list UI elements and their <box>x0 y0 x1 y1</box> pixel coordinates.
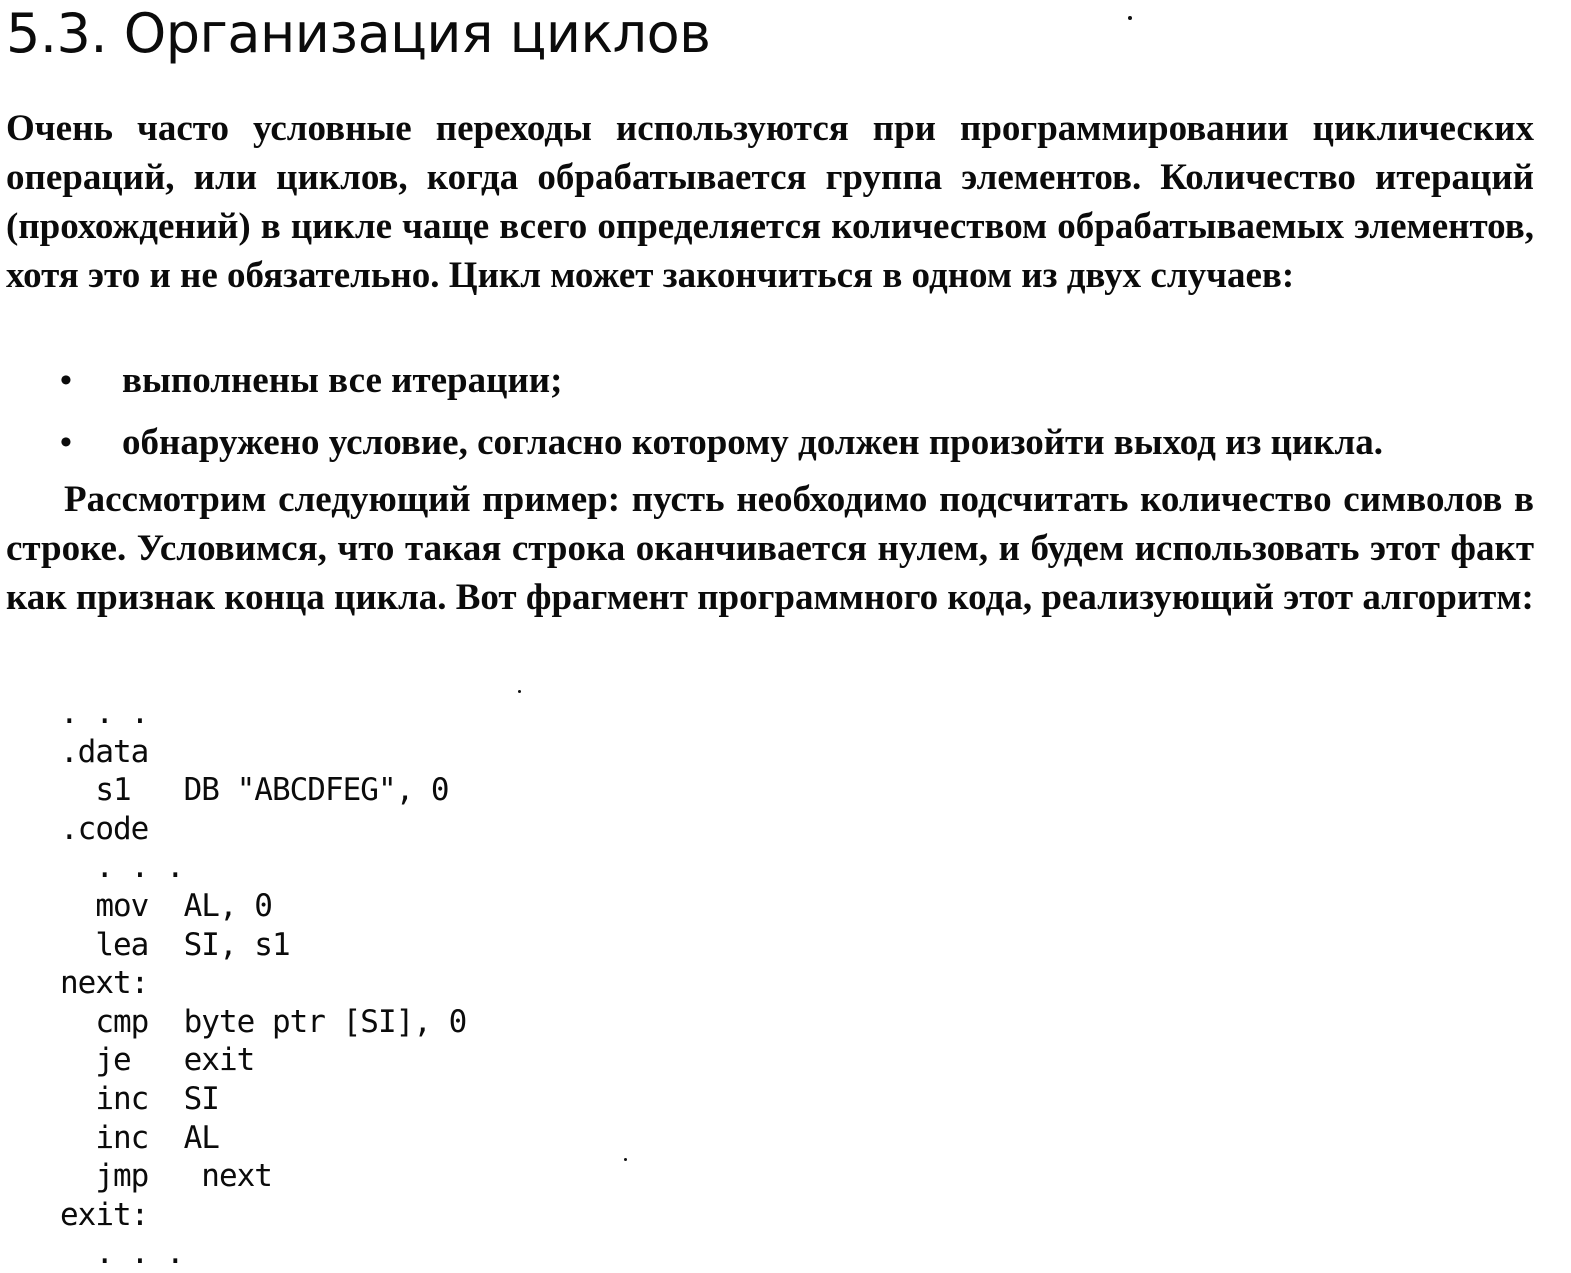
section-title: 5.3. Организация циклов <box>6 2 711 65</box>
scan-speck <box>518 690 521 693</box>
code-line: lea SI, s1 <box>60 926 290 963</box>
code-line: exit: <box>60 1196 149 1233</box>
code-line: s1 DB "ABCDFEG", 0 <box>60 772 449 809</box>
code-line: .data <box>60 733 149 770</box>
code-line: inc SI <box>60 1080 219 1117</box>
code-line: . . . <box>60 849 184 886</box>
code-line: next: <box>60 965 149 1002</box>
bullet-icon: • <box>60 362 72 399</box>
code-line: . . . <box>60 1235 184 1272</box>
code-line: .code <box>60 810 149 847</box>
code-line: inc AL <box>60 1119 219 1156</box>
intro-paragraph: Очень часто условные переходы используются при программировании циклических операций, или циклов, когда обрабатывается группа элементов. Количество итераций (прохождений) в цикле чаще всего определяется количеством обрабатываемых элементов, хотя это и не обязательно. Цикл может закончиться в одном из двух случаев: <box>6 108 1534 296</box>
bullet-icon: • <box>60 424 72 461</box>
code-line: je exit <box>60 1042 255 1079</box>
list-item-text: выполнены все итерации; <box>122 360 563 401</box>
code-line: cmp byte ptr [SI], 0 <box>60 1003 467 1040</box>
code-line: . . . <box>60 695 149 731</box>
list-item <box>6 417 1534 479</box>
scan-speck <box>1128 16 1132 20</box>
list-item <box>6 355 1534 417</box>
code-line: mov AL, 0 <box>60 887 272 924</box>
bullet-list <box>6 355 1534 479</box>
list-item-text: обнаружено условие, согласно которому должен произойти выход из цикла. <box>122 422 1384 463</box>
example-paragraph: Рассмотрим следующий пример: пусть необходимо подсчитать количество символов в строке. Условимся, что такая строка оканчивается нулем, и будем использовать этот факт как признак конца цикла. Вот фрагмент программного кода, реализующий этот алгоритм: <box>6 479 1534 618</box>
scan-speck <box>624 1158 627 1161</box>
code-line: jmp next <box>60 1158 272 1195</box>
code-listing <box>60 694 466 1273</box>
